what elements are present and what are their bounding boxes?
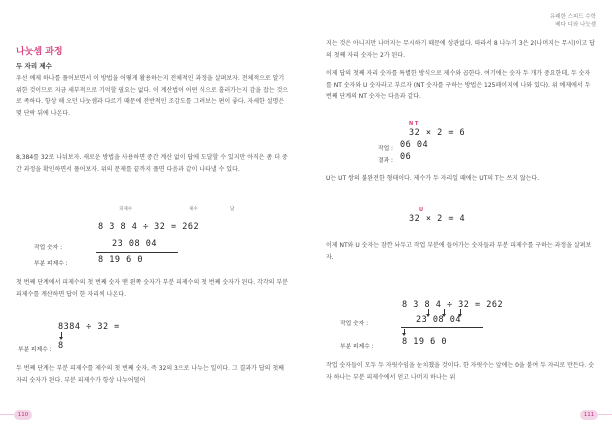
work-digits-label: 작업 숫자 : xyxy=(34,245,63,251)
partial-dividend-label: 부분 피제수 : xyxy=(34,261,68,267)
small-partial-label: 부분 피제수 : xyxy=(18,347,52,353)
page-number: 111 xyxy=(580,410,598,420)
left-paragraph-3: 첫 번째 단계에서 피제수의 첫 번째 숫자 맨 왼쪽 숫자가 부분 피제수의 첫 번째 숫자가 된다. 각각의 부분 피제수를 계산하면 답이 한 자리씩 나온다. xyxy=(16,279,288,298)
left-paragraph-2: 8,384를 32로 나눠보자. 새로운 방법을 사용하면 중간 계산 없이 답에 도달할 수 있지만 아직은 좀 더 중간 과정을 확인하면서 풀어보자. 위의 문제를 끝까지 풀면 다음과 같이 나타낼 수 있다. xyxy=(16,154,288,173)
u-expression: 32 × 2 = 4 xyxy=(409,214,466,224)
u-mark: U xyxy=(419,207,424,213)
running-header xyxy=(550,14,596,29)
division-expression: 8 3 8 4 ÷ 32 = 262 xyxy=(402,300,504,310)
nt-marks: N T xyxy=(409,121,419,127)
partial-dividends: 8 19 6 0 xyxy=(98,255,143,265)
header-chapter-title: 베다 디와 나눗셈 xyxy=(555,21,596,28)
partial-dividend-label: 부분 피제수 : xyxy=(340,344,374,350)
work-label: 작업 : xyxy=(378,146,393,152)
quotient-label: 답 xyxy=(230,207,235,212)
partial-dividends: 8 19 6 0 xyxy=(402,337,447,347)
right-paragraph-3: U는 UT 쌍의 불완전한 형태이다. 제수가 두 자리일 때에는 UT의 T는 쓰지 않는다. xyxy=(326,175,540,182)
right-paragraph-4: 이제 NT와 U 숫자는 잠깐 놔두고 작업 부분에 들어가는 숫자들과 부분 피제수를 구하는 과정을 살펴보자. xyxy=(326,242,592,261)
header-book-title: 유쾌한 스피드 수학 xyxy=(549,14,596,20)
section-subtitle: 두 자리 제수 xyxy=(16,62,52,70)
result-value: 06 xyxy=(400,152,412,162)
right-paragraph-1: 지는 것은 아니지만 나머지는 무시하기 때문에 상관없다. 따라서 8 나누기 3은 2(나머지는 무시)이고 답의 첫째 자리 숫자는 2가 된다. xyxy=(326,40,595,59)
work-value: 06 04 xyxy=(400,140,429,150)
page-decoration-line xyxy=(598,414,612,415)
right-paragraph-2: 이제 답의 첫째 자리 숫자를 특별한 방식으로 제수와 곱한다. 여기에는 숫자 두 개가 중요한데, 두 숫자를 NT 숫자와 U 숫자라고 부르자 (NT 숫자를 구하는 방법은 125페이지에 나와 있다). 위 예제에서 두 번째 단계의 NT 숫자는 다음과 같다. xyxy=(326,70,591,101)
divider-line xyxy=(401,327,483,328)
small-partial-value: 8 xyxy=(58,341,64,351)
work-digits: 23 08 04 xyxy=(416,315,461,325)
small-division-expression: 8384 ÷ 32 = xyxy=(58,322,120,332)
page-number: 110 xyxy=(14,410,32,420)
right-paragraph-5: 작업 숫자들이 모두 두 자릿수임을 눈치챘을 것이다. 한 자릿수는 앞에는 0을 붙여 두 자리로 만든다. 숫자 하나는 부분 피제수에서 얻고 나머지 하나는 위 xyxy=(326,362,595,381)
right-page xyxy=(306,0,612,434)
down-arrow-icon xyxy=(61,332,62,338)
left-paragraph-1: 우선 예제 하나를 풀어보면서 이 방법을 어떻게 활용하는지 전체적인 과정을 살펴보자. 전체적으로 알기 위한 것이므로 지금 세부적으로 기억할 필요는 없다. 이 계산법이 어떤 식으로 흘러가는지 감을 잡는 것으로 족하다. 항상 해 오던 나눗셈과 다르기 때문에 전반적인 조감도를 그려보는 편이 좋다. 자세한 설명은 몇 단락 뒤에 나온다. xyxy=(16,75,289,118)
work-digits-label: 작업 숫자 : xyxy=(340,321,369,327)
divider-line xyxy=(96,252,178,253)
dividend-label: 피제수 xyxy=(119,207,133,212)
down-arrow-icon xyxy=(404,329,405,334)
divisor-label: 제수 xyxy=(189,207,198,212)
page-decoration-line xyxy=(0,414,14,415)
division-expression: 8 3 8 4 ÷ 32 = 262 xyxy=(98,222,200,232)
left-paragraph-4: 두 번째 단계는 부분 피제수를 제수의 첫 번째 숫자, 즉 32의 3으로 나누는 일이다. 그 결과가 답의 첫째 자리 숫자가 된다. 부분 피제수가 항상 나누어떨어 xyxy=(16,365,284,384)
section-title: 나눗셈 과정 xyxy=(16,47,63,57)
result-label: 결과 : xyxy=(378,158,393,164)
work-digits: 23 08 04 xyxy=(112,239,157,249)
nt-expression: 32 × 2 = 6 xyxy=(409,128,466,138)
